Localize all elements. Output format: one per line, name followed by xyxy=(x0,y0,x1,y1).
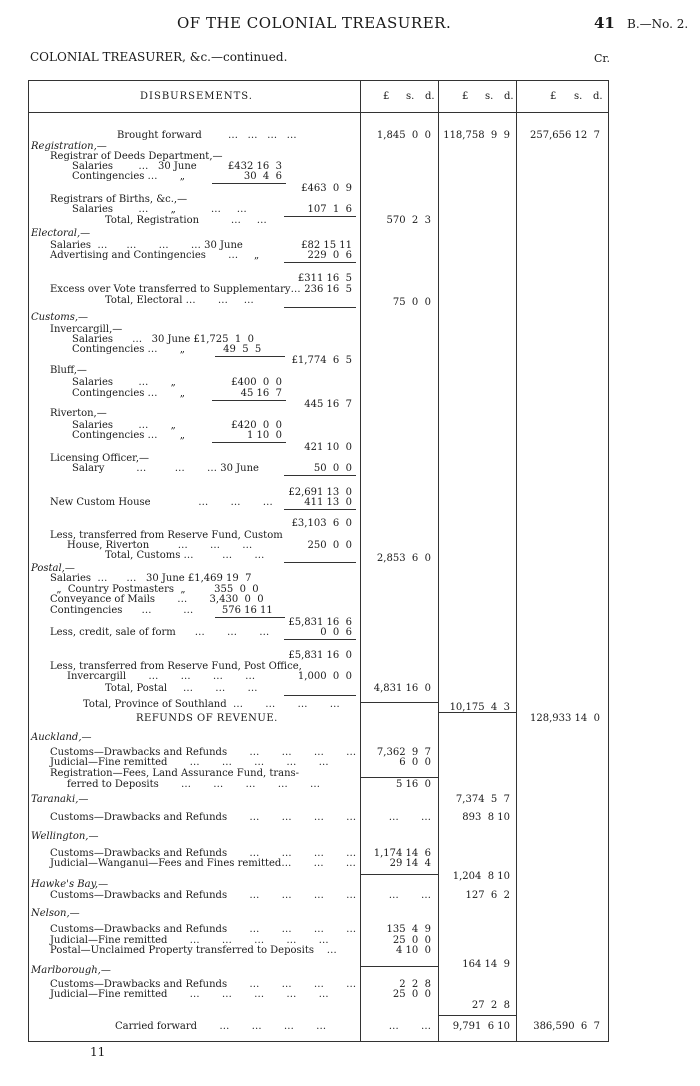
subtotal-rule xyxy=(212,400,286,401)
amount-c1: … … xyxy=(388,1021,431,1032)
amount-c1: 570 2 3 xyxy=(386,215,431,226)
subtotal-rule xyxy=(212,442,286,443)
row-description: Marlborough,— xyxy=(31,965,111,976)
amount-b: 445 16 7 xyxy=(304,399,352,410)
row-description: Nelson,— xyxy=(31,908,80,919)
row-description: Customs,— xyxy=(31,312,89,323)
row-leader-dots: … … … … xyxy=(228,130,297,141)
amount-c2: 10,175 4 3 xyxy=(449,702,510,713)
amount-b: £311 16 5 xyxy=(297,273,352,284)
col2-shillings: s. xyxy=(485,91,494,102)
amount-c2: 7,374 5 7 xyxy=(455,794,510,805)
row-description: „ Country Postmasters „ 355 0 0 xyxy=(50,584,259,595)
amount-b: 250 0 0 xyxy=(307,540,352,551)
row-description: Postal—Unclaimed Property transferred to Deposits … xyxy=(50,945,337,956)
amount-b: £2,691 13 0 xyxy=(288,487,352,498)
col3-pence: d. xyxy=(593,91,603,102)
amount-b: 0 0 6 xyxy=(320,627,352,638)
amount-c1: 2,853 6 0 xyxy=(376,553,431,564)
disbursements-heading: DISBURSEMENTS. xyxy=(140,91,253,102)
amount-a: £432 16 3 xyxy=(227,161,282,172)
amount-c1: 4 10 0 xyxy=(396,945,431,956)
row-description: Hawke's Bay,— xyxy=(31,879,109,890)
amount-c1: 135 4 9 xyxy=(386,924,431,935)
row-description: Conveyance of Mails … 3,430 0 0 xyxy=(50,594,264,605)
row-description: Excess over Vote transferred to Supplementary… xyxy=(50,284,301,295)
amount-c2: 9,791 6 10 xyxy=(452,1021,510,1032)
amount-c2: 118,758 9 9 xyxy=(443,130,510,141)
subtotal-rule xyxy=(212,183,286,184)
amount-b: 411 13 0 xyxy=(304,497,352,508)
row-description: Salaries … 30 June £1,725 1 0 xyxy=(72,334,254,345)
subtotal-rule xyxy=(284,475,356,476)
row-description: Less, credit, sale of form … … … xyxy=(50,627,270,638)
row-description: Contingencies … „ 49 5 5 xyxy=(72,344,262,355)
row-description: Salaries … „ xyxy=(72,420,176,431)
amount-b: 107 1 6 xyxy=(307,204,352,215)
amount-c2: 1,204 8 10 xyxy=(452,871,510,882)
amount-c1: 6 0 0 xyxy=(399,757,431,768)
row-description: Registrars of Births, &c.,— xyxy=(50,194,188,205)
row-description: Customs—Drawbacks and Refunds … … … … xyxy=(50,890,357,901)
row-description: Invercargill,— xyxy=(50,324,123,335)
amount-b: £3,103 6 0 xyxy=(291,518,352,529)
amount-c1: 4,831 16 0 xyxy=(373,683,431,694)
amount-b: £1,774 6 5 xyxy=(291,355,352,366)
amount-b: 50 0 0 xyxy=(313,463,352,474)
row-description: Contingencies … … 576 16 11 xyxy=(50,605,273,616)
document-reference: B.—No. 2. xyxy=(627,17,689,31)
row-description: Bluff,— xyxy=(50,365,87,376)
row-description: Brought forward xyxy=(117,130,202,141)
row-description: Judicial—Fine remitted … … … … … xyxy=(50,989,329,1000)
amount-c1: 1,845 0 0 xyxy=(376,130,431,141)
amount-a: 45 16 7 xyxy=(240,388,282,399)
row-description: Salaries … … 30 June £1,469 19 7 xyxy=(50,573,252,584)
amount-c1: 25 0 0 xyxy=(392,935,431,946)
amount-b: £463 0 9 xyxy=(301,183,352,194)
subtotal-rule xyxy=(284,509,356,510)
row-description: Customs—Drawbacks and Refunds … … … … xyxy=(50,747,357,758)
col1-pence: d. xyxy=(425,91,435,102)
row-description: Contingencies … „ xyxy=(72,430,185,441)
row-description: Salaries … 30 June xyxy=(72,161,197,172)
col2-pence: d. xyxy=(504,91,514,102)
row-description: Judicial—Fine remitted … … … … … xyxy=(50,935,329,946)
row-description: Salaries … „ xyxy=(72,377,176,388)
row-description: Customs—Drawbacks and Refunds … … … … xyxy=(50,848,357,859)
row-description: Salaries … … … … 30 June xyxy=(50,240,243,251)
subtotal-rule xyxy=(215,356,285,357)
row-description: Licensing Officer,— xyxy=(50,453,150,464)
row-description: Customs—Drawbacks and Refunds … … … … xyxy=(50,924,357,935)
row-description: Wellington,— xyxy=(31,831,99,842)
row-description: Less, transferred from Reserve Fund, Post Office, xyxy=(50,661,302,672)
amount-c2: 127 6 2 xyxy=(465,890,510,901)
amount-c2: 164 14 9 xyxy=(462,959,510,970)
amount-c1: 75 0 0 xyxy=(392,297,431,308)
amount-c3: 386,590 6 7 xyxy=(533,1021,600,1032)
amount-a: £420 0 0 xyxy=(231,420,282,431)
subtotal-rule xyxy=(284,695,356,696)
row-description: Postal,— xyxy=(31,563,75,574)
col3-pounds: £ xyxy=(550,91,557,102)
subtotal-rule xyxy=(284,639,356,640)
amount-b: 421 10 0 xyxy=(304,442,352,453)
row-description: Registrar of Deeds Department,— xyxy=(50,151,223,162)
row-description: ferred to Deposits … … … … … xyxy=(67,779,320,790)
amount-c1: 25 0 0 xyxy=(392,989,431,1000)
col1-pounds: £ xyxy=(383,91,390,102)
row-description: Taranaki,— xyxy=(31,794,89,805)
amount-b: £5,831 16 6 xyxy=(288,617,352,628)
amount-c1: 7,362 9 7 xyxy=(376,747,431,758)
amount-c1: 29 14 4 xyxy=(389,858,431,869)
page-number: 41 xyxy=(594,14,615,32)
amount-c1: … … xyxy=(388,890,431,901)
row-description: Less, transferred from Reserve Fund, Custom xyxy=(50,530,283,541)
subtotal-rule xyxy=(284,262,356,263)
col2-pounds: £ xyxy=(462,91,469,102)
row-description: Advertising and Contingencies … „ xyxy=(50,250,260,261)
row-description: Customs—Drawbacks and Refunds … … … … xyxy=(50,979,357,990)
row-description: Contingencies … „ xyxy=(72,388,185,399)
row-description: Carried forward … … … … xyxy=(115,1021,327,1032)
footer-page-number: 11 xyxy=(90,1045,106,1059)
amount-c1: 2 2 8 xyxy=(399,979,431,990)
amount-c3: 257,656 12 7 xyxy=(530,130,600,141)
amount-a: £400 0 0 xyxy=(231,377,282,388)
subtotal-rule xyxy=(284,562,356,563)
row-description: Electoral,— xyxy=(31,228,91,239)
row-description: Judicial—Wanganui—Fees and Fines remitted… … … xyxy=(50,858,356,869)
row-description: Total, Province of Southland … … … … xyxy=(83,699,340,710)
amount-a: 1 10 0 xyxy=(247,430,282,441)
subtotal-rule xyxy=(284,307,356,308)
amount-b: £82 15 11 xyxy=(301,240,352,251)
row-description: Total, Postal … … … xyxy=(105,683,258,694)
amount-a: 30 4 6 xyxy=(243,171,282,182)
row-description: Auckland,— xyxy=(31,732,92,743)
amount-c1: 1,174 14 6 xyxy=(373,848,431,859)
col1-shillings: s. xyxy=(406,91,415,102)
row-description: Salary … … … 30 June xyxy=(72,463,259,474)
col3-shillings: s. xyxy=(574,91,583,102)
amount-b: 236 16 5 xyxy=(304,284,352,295)
section-subtitle: COLONIAL TREASURER, &c.—continued. xyxy=(30,50,288,64)
amount-b: £5,831 16 0 xyxy=(288,650,352,661)
row-description: Contingencies … „ xyxy=(72,171,185,182)
row-description: Registration—Fees, Land Assurance Fund, trans- xyxy=(50,768,300,779)
amount-c3: 128,933 14 0 xyxy=(530,713,600,724)
amount-b: 1,000 0 0 xyxy=(297,671,352,682)
amount-c1: … … xyxy=(388,812,431,823)
row-description: New Custom House … … … xyxy=(50,497,273,508)
row-description: Registration,— xyxy=(31,141,107,152)
amount-c2: 893 8 10 xyxy=(462,812,510,823)
page-title: OF THE COLONIAL TREASURER. xyxy=(177,14,452,32)
row-description: House, Riverton … … … xyxy=(67,540,253,551)
row-description: Judicial—Fine remitted … … … … … xyxy=(50,757,329,768)
row-description: Riverton,— xyxy=(50,408,107,419)
row-description: REFUNDS OF REVENUE. xyxy=(136,713,278,724)
subtotal-rule xyxy=(215,617,285,618)
row-description: Salaries … „ … … xyxy=(72,204,247,215)
amount-c2: 27 2 8 xyxy=(471,1000,510,1011)
amount-c1: 5 16 0 xyxy=(396,779,431,790)
amount-b: 229 0 6 xyxy=(307,250,352,261)
row-description: Total, Electoral … … … xyxy=(105,295,254,306)
row-description: Customs—Drawbacks and Refunds … … … … xyxy=(50,812,357,823)
row-description: Invercargill … … … … xyxy=(67,671,256,682)
credit-label: Cr. xyxy=(594,52,610,65)
subtotal-rule xyxy=(284,216,356,217)
row-description: Total, Customs … … … xyxy=(105,550,265,561)
row-description: Total, Registration … … xyxy=(105,215,267,226)
